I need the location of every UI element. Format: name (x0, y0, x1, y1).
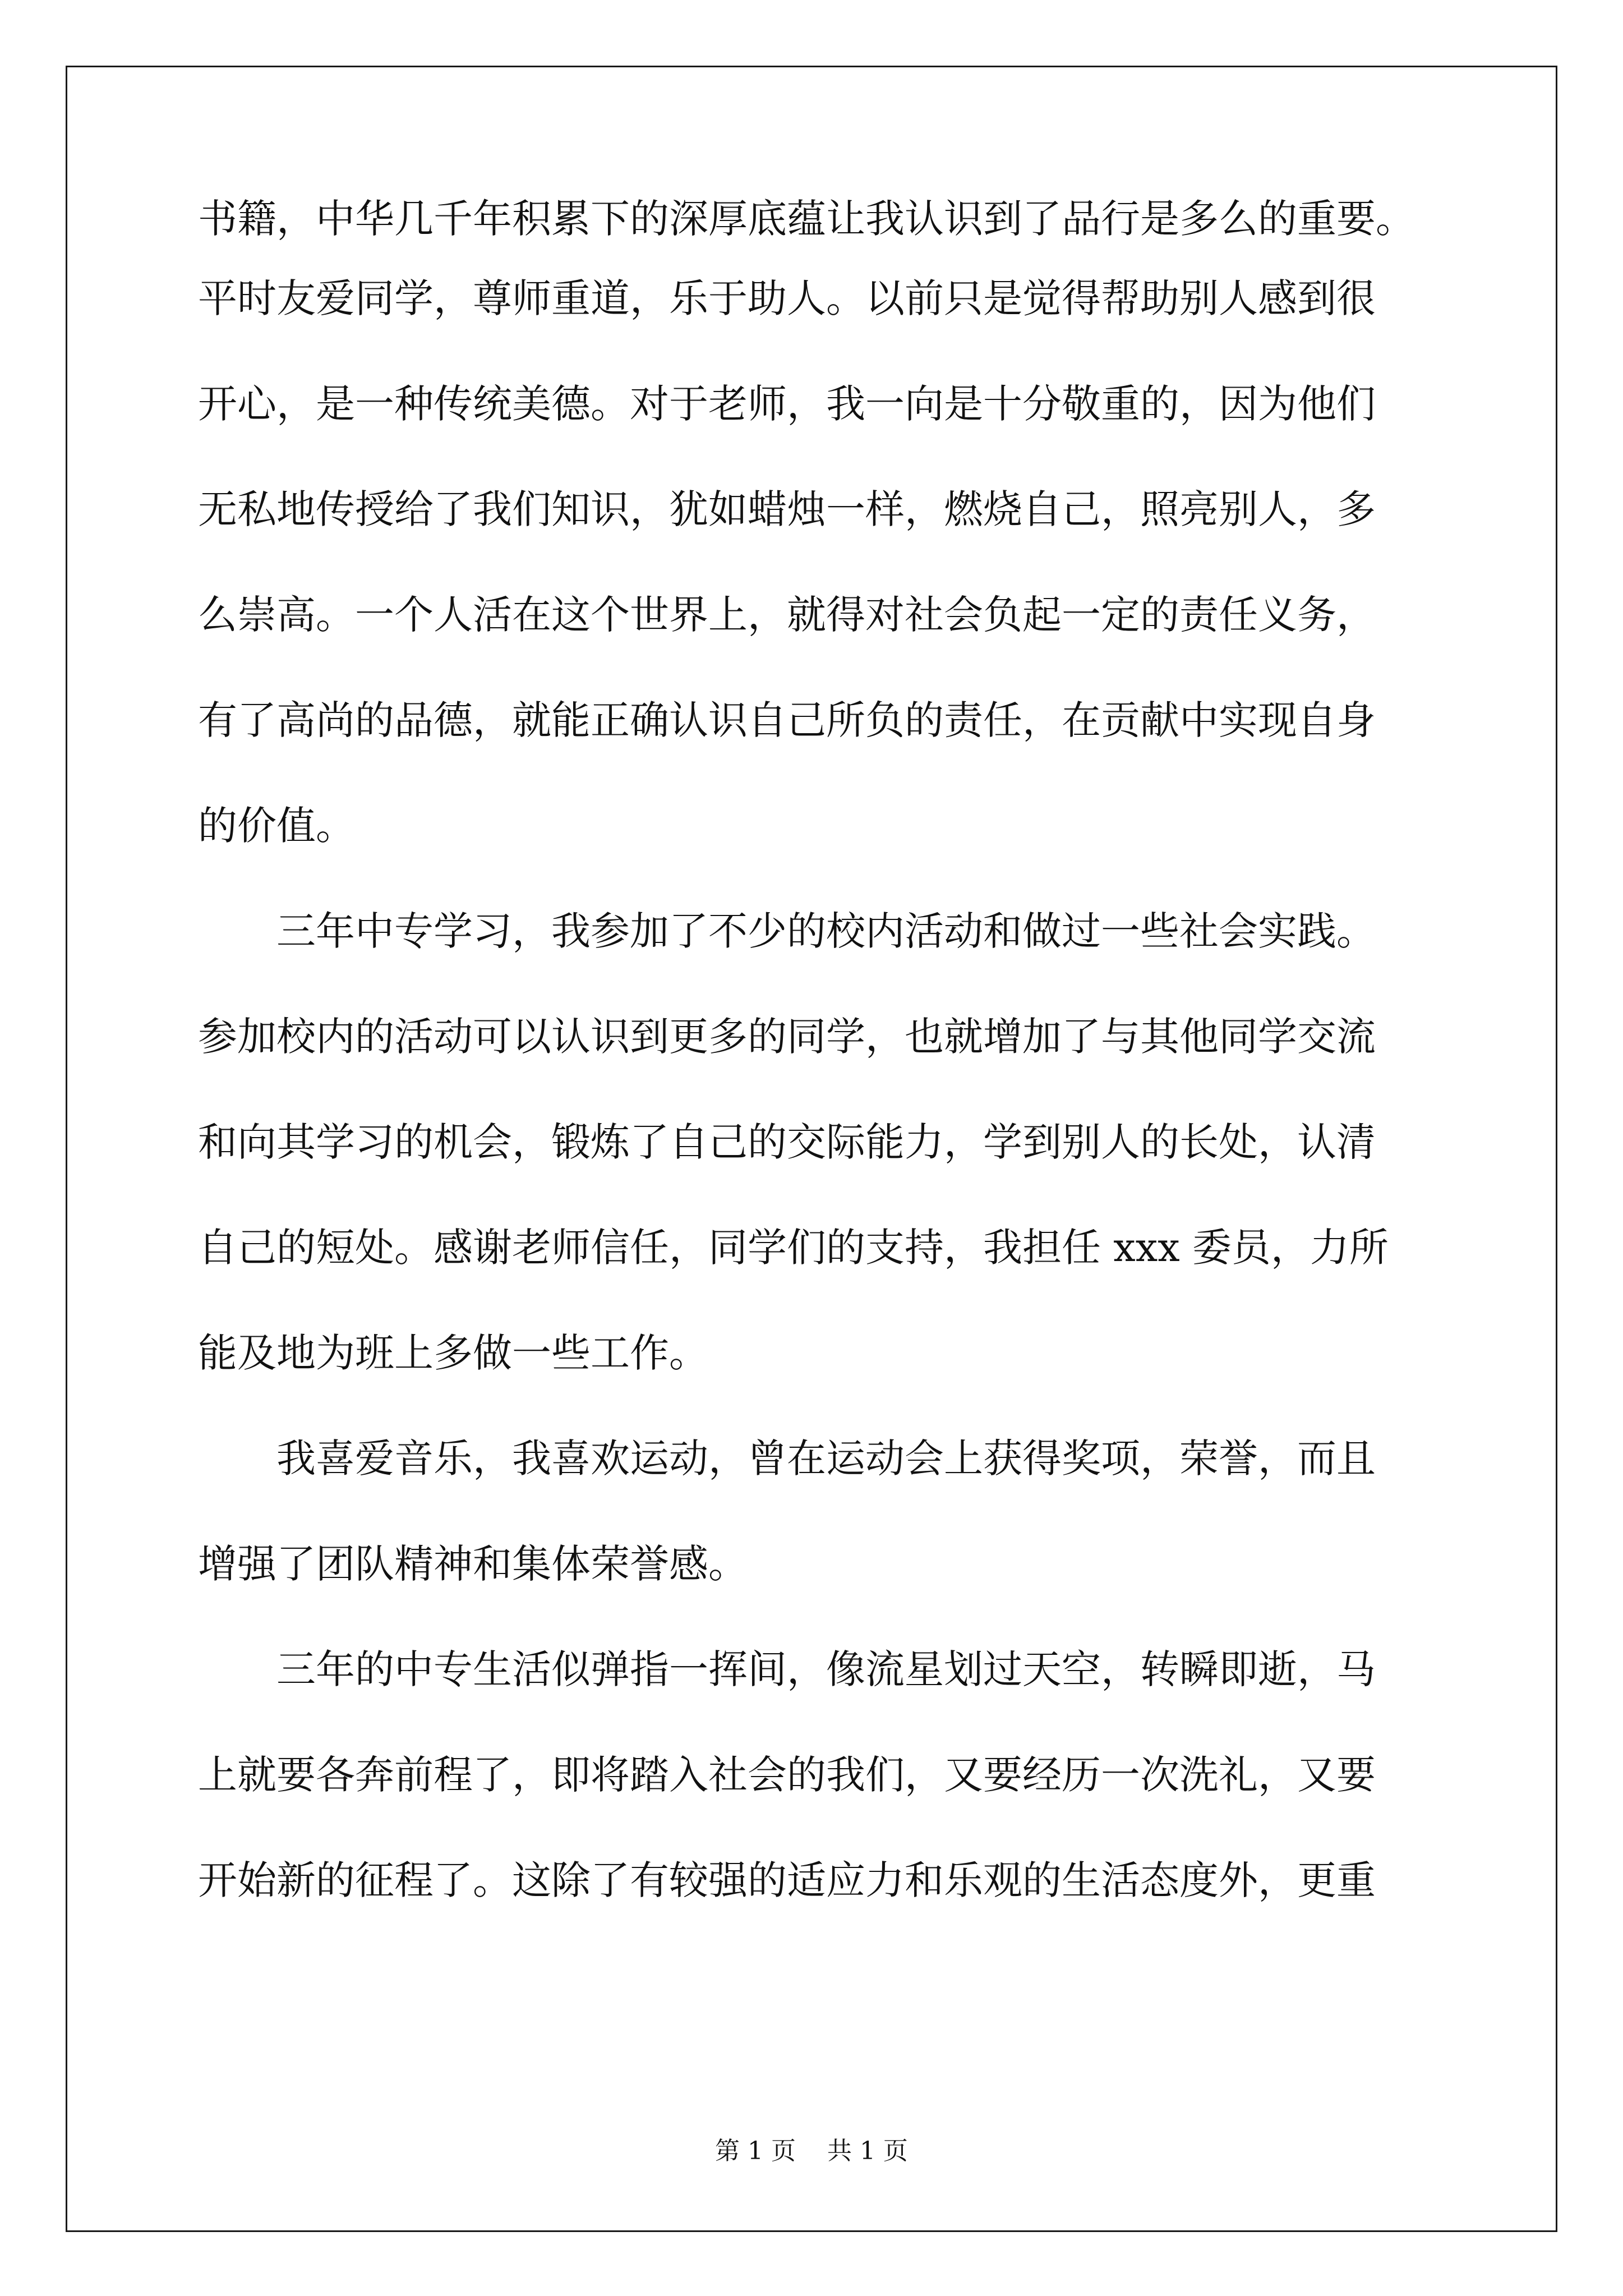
text-line: 自己的短处。感谢老师信任，同学们的支持，我担任 xxx 委员，力所 (198, 1225, 1389, 1271)
text-line: 参加校内的活动可以认识到更多的同学，也就增加了与其他同学交流 (198, 1014, 1376, 1060)
page-number-footer: 第 1 页 共 1 页 (715, 2137, 908, 2165)
text-line: 上就要各奔前程了，即将踏入社会的我们，又要经历一次洗礼，又要 (198, 1752, 1376, 1798)
document-body (198, 192, 1460, 1933)
text-line: 无私地传授给了我们知识，犹如蜡烛一样，燃烧自己，照亮别人，多 (198, 486, 1376, 532)
text-line: 能及地为班上多做一些工作。 (198, 1330, 708, 1376)
text-line: 平时友爱同学，尊师重道，乐于助人。以前只是觉得帮助别人感到很 (198, 275, 1376, 321)
text-line: 我喜爱音乐，我喜欢运动，曾在运动会上获得奖项，荣誉，而且 (276, 1435, 1376, 1481)
text-line: 三年中专学习，我参加了不少的校内活动和做过一些社会实践。 (276, 908, 1376, 954)
text-line: 有了高尚的品德，就能正确认识自己所负的责任，在贡献中实现自身 (198, 697, 1376, 743)
text-line: 开心，是一种传统美德。对于老师，我一向是十分敬重的，因为他们 (198, 381, 1376, 427)
text-line: 的价值。 (198, 803, 355, 849)
text-line: 增强了团队精神和集体荣誉感。 (198, 1541, 748, 1587)
text-line: 书籍，中华几千年积累下的深厚底蕴让我认识到了品行是多么的重要。 (198, 196, 1415, 242)
text-line: 三年的中专生活似弹指一挥间，像流星划过天空，转瞬即逝，马 (276, 1646, 1376, 1692)
text-line: 么崇高。一个人活在这个世界上，就得对社会负起一定的责任义务， (198, 592, 1376, 638)
text-line: 开始新的征程了。这除了有较强的适应力和乐观的生活态度外，更重 (198, 1857, 1376, 1903)
text-line: 和向其学习的机会，锻炼了自己的交际能力，学到别人的长处，认清 (198, 1119, 1376, 1165)
